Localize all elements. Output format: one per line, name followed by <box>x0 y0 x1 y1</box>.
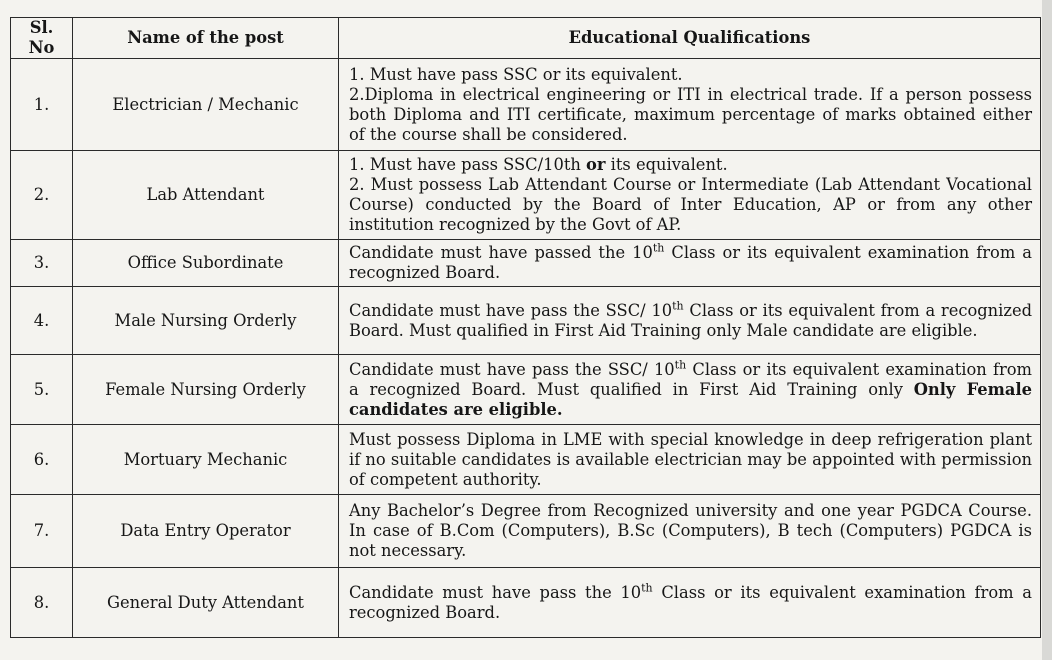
table-header <box>11 18 1041 59</box>
sl-cell: 7. <box>11 495 73 568</box>
header-qualifications: Educational Qualifications <box>339 18 1041 59</box>
bold-text: or <box>586 155 606 174</box>
post-cell: Data Entry Operator <box>73 495 339 568</box>
post-cell: Lab Attendant <box>73 151 339 240</box>
table-row <box>11 425 1041 495</box>
superscript: th <box>641 581 653 595</box>
header-sl-no <box>11 18 73 59</box>
qualification-cell <box>339 568 1041 638</box>
sl-cell: 5. <box>11 355 73 425</box>
table-row <box>11 59 1041 151</box>
qualification-line <box>349 155 1032 175</box>
sl-cell: 8. <box>11 568 73 638</box>
text-part: Class or its equivalent examination from a recognized Board. Must qualified in First Aid Training only <box>349 359 1032 399</box>
table-row <box>11 568 1041 638</box>
text-part: Candidate must have pass the SSC/ 10 <box>349 359 675 379</box>
text-part: Class or its equivalent from a recognized Board. Must qualified in First Aid Training only Male candidate are eligible. <box>349 300 1033 340</box>
sl-cell: 2. <box>11 151 73 240</box>
text-part: 1. Must have pass SSC/10th <box>349 155 587 174</box>
post-cell: General Duty Attendant <box>73 568 339 638</box>
header-row <box>11 18 1041 59</box>
text-part: Candidate must have pass the SSC/ 10 <box>349 300 673 320</box>
superscript: th <box>672 299 684 313</box>
table-row <box>11 355 1041 425</box>
text-part: Class or its equivalent examination from a recognized Board. <box>349 243 1032 282</box>
qualification-cell <box>339 355 1041 425</box>
post-cell: Male Nursing Orderly <box>73 287 339 355</box>
post-cell: Mortuary Mechanic <box>73 425 339 495</box>
qualification-cell <box>339 240 1041 287</box>
superscript: th <box>652 241 665 255</box>
text-part: its equivalent. <box>605 155 728 174</box>
qualification-cell: Must possess Diploma in LME with special knowledge in deep refrigeration plant if no suitable candidates is available electrician may be appointed with permission of competent authority. <box>339 425 1041 495</box>
page-edge-shadow <box>1042 0 1052 660</box>
header-post: Name of the post <box>73 18 339 59</box>
sl-cell: 6. <box>11 425 73 495</box>
qualifications-table <box>10 17 1041 638</box>
qualification-cell <box>339 59 1041 151</box>
qualification-cell <box>339 287 1041 355</box>
post-cell: Female Nursing Orderly <box>73 355 339 425</box>
text-part: Class or its equivalent examination from a recognized Board. <box>349 582 1032 622</box>
sl-cell: 1. <box>11 59 73 151</box>
qualification-line: 2.Diploma in electrical engineering or ITI in electrical trade. If a person possess both Diploma and ITI certificate, maximum percentage of marks obtained either of the course shall be considered. <box>349 84 1032 144</box>
qualification-cell <box>339 151 1041 240</box>
superscript: th <box>674 358 687 372</box>
sl-cell: 4. <box>11 287 73 355</box>
table-row <box>11 240 1041 287</box>
header-sl-line1: Sl. <box>29 18 54 37</box>
post-cell: Electrician / Mechanic <box>73 59 339 151</box>
table-row <box>11 151 1041 240</box>
table-row <box>11 495 1041 568</box>
qualification-cell: Any Bachelor’s Degree from Recognized university and one year PGDCA Course. In case of B.Com (Computers), B.Sc (Computers), B tech (Computers) PGDCA is not necessary. <box>339 495 1041 568</box>
sl-cell: 3. <box>11 240 73 287</box>
text-part: Candidate must have passed the 10 <box>349 243 653 262</box>
text-part: Candidate must have pass the 10 <box>349 582 642 602</box>
post-cell: Office Subordinate <box>73 240 339 287</box>
qualification-line: 2. Must possess Lab Attendant Course or Intermediate (Lab Attendant Vocational Course) conducted by the Board of Inter Education, AP or from any other institution recognized by the Govt of AP. <box>349 175 1032 234</box>
header-sl-line2: No <box>28 38 55 57</box>
bold-text: Only Female candidates are eligible. <box>349 379 1032 419</box>
qualification-line: 1. Must have pass SSC or its equivalent. <box>349 64 683 84</box>
table-row <box>11 287 1041 355</box>
